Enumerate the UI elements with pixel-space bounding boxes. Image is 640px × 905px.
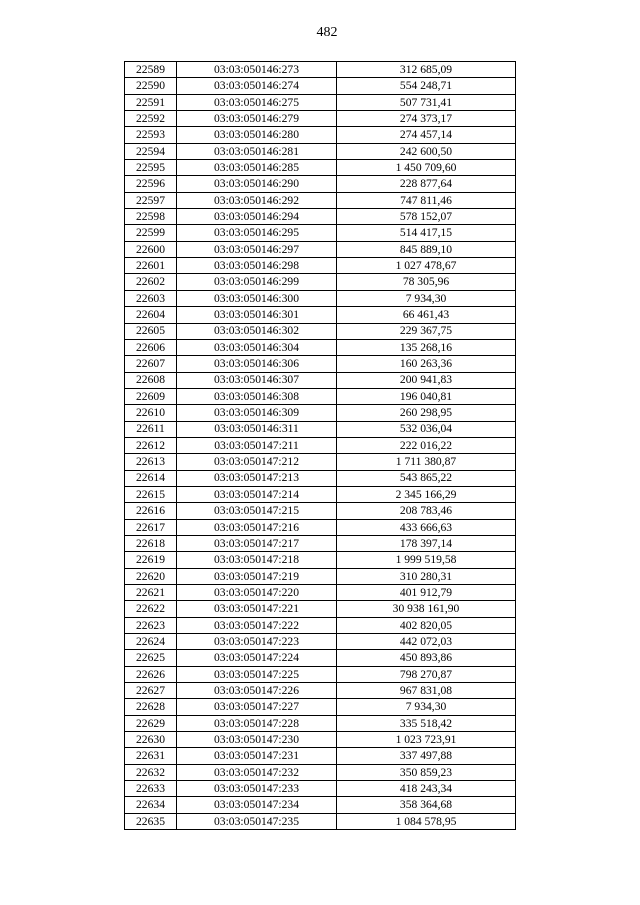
cadastral-number-cell: 03:03:050147:214 [177, 486, 337, 502]
cadastral-number-cell: 03:03:050147:219 [177, 568, 337, 584]
table-row [125, 748, 516, 764]
row-number-cell: 22623 [125, 617, 177, 633]
table-row [125, 732, 516, 748]
table-row [125, 274, 516, 290]
cadastral-value-cell: 274 373,17 [337, 111, 516, 127]
cadastral-value-cell: 78 305,96 [337, 274, 516, 290]
row-number-cell: 22607 [125, 356, 177, 372]
cadastral-value-cell: 229 367,75 [337, 323, 516, 339]
cadastral-number-cell: 03:03:050147:233 [177, 781, 337, 797]
cadastral-value-cell: 160 263,36 [337, 356, 516, 372]
table-row [125, 111, 516, 127]
cadastral-number-cell: 03:03:050146:297 [177, 241, 337, 257]
cadastral-value-cell: 2 345 166,29 [337, 486, 516, 502]
cadastral-number-cell: 03:03:050147:232 [177, 764, 337, 780]
cadastral-number-cell: 03:03:050146:274 [177, 78, 337, 94]
table-row [125, 552, 516, 568]
cadastral-number-cell: 03:03:050146:306 [177, 356, 337, 372]
row-number-cell: 22628 [125, 699, 177, 715]
row-number-cell: 22590 [125, 78, 177, 94]
row-number-cell: 22635 [125, 813, 177, 829]
cadastral-number-cell: 03:03:050146:299 [177, 274, 337, 290]
cadastral-number-cell: 03:03:050146:273 [177, 62, 337, 78]
row-number-cell: 22629 [125, 715, 177, 731]
cadastral-number-cell: 03:03:050147:222 [177, 617, 337, 633]
row-number-cell: 22624 [125, 634, 177, 650]
cadastral-value-cell: 1 023 723,91 [337, 732, 516, 748]
cadastral-number-cell: 03:03:050146:309 [177, 405, 337, 421]
table-row [125, 94, 516, 110]
row-number-cell: 22614 [125, 470, 177, 486]
cadastral-value-cell: 350 859,23 [337, 764, 516, 780]
cadastral-value-cell: 1 999 519,58 [337, 552, 516, 568]
table-row [125, 160, 516, 176]
cadastral-value-cell: 1 084 578,95 [337, 813, 516, 829]
table-row [125, 405, 516, 421]
table-row [125, 356, 516, 372]
cadastral-number-cell: 03:03:050146:301 [177, 307, 337, 323]
cadastral-value-cell: 967 831,08 [337, 683, 516, 699]
table-row [125, 437, 516, 453]
page-number: 482 [316, 25, 338, 40]
cadastral-value-cell: 228 877,64 [337, 176, 516, 192]
table-row [125, 568, 516, 584]
row-number-cell: 22610 [125, 405, 177, 421]
cadastral-number-cell: 03:03:050146:295 [177, 225, 337, 241]
cadastral-number-cell: 03:03:050146:279 [177, 111, 337, 127]
row-number-cell: 22603 [125, 290, 177, 306]
cadastral-value-cell: 7 934,30 [337, 290, 516, 306]
table-row [125, 176, 516, 192]
cadastral-value-cell: 543 865,22 [337, 470, 516, 486]
cadastral-value-cell: 335 518,42 [337, 715, 516, 731]
cadastral-number-cell: 03:03:050147:215 [177, 503, 337, 519]
cadastral-value-cell: 578 152,07 [337, 209, 516, 225]
cadastral-number-cell: 03:03:050146:300 [177, 290, 337, 306]
cadastral-number-cell: 03:03:050146:294 [177, 209, 337, 225]
row-number-cell: 22589 [125, 62, 177, 78]
cadastral-value-cell: 402 820,05 [337, 617, 516, 633]
table-row [125, 715, 516, 731]
cadastral-number-cell: 03:03:050147:212 [177, 454, 337, 470]
cadastral-value-cell: 135 268,16 [337, 339, 516, 355]
row-number-cell: 22630 [125, 732, 177, 748]
cadastral-number-cell: 03:03:050146:275 [177, 94, 337, 110]
row-number-cell: 22613 [125, 454, 177, 470]
row-number-cell: 22627 [125, 683, 177, 699]
row-number-cell: 22596 [125, 176, 177, 192]
table-row [125, 650, 516, 666]
cadastral-value-cell: 337 497,88 [337, 748, 516, 764]
cadastral-number-cell: 03:03:050147:218 [177, 552, 337, 568]
row-number-cell: 22618 [125, 535, 177, 551]
cadastral-number-cell: 03:03:050146:292 [177, 192, 337, 208]
row-number-cell: 22625 [125, 650, 177, 666]
cadastral-value-cell: 532 036,04 [337, 421, 516, 437]
cadastral-value-cell: 310 280,31 [337, 568, 516, 584]
table-body [125, 62, 516, 830]
cadastral-value-cell: 274 457,14 [337, 127, 516, 143]
row-number-cell: 22594 [125, 143, 177, 159]
table-row [125, 470, 516, 486]
cadastral-number-cell: 03:03:050146:308 [177, 388, 337, 404]
table-row [125, 127, 516, 143]
cadastral-value-cell: 507 731,41 [337, 94, 516, 110]
row-number-cell: 22604 [125, 307, 177, 323]
cadastral-number-cell: 03:03:050146:281 [177, 143, 337, 159]
table-row [125, 307, 516, 323]
table-row [125, 290, 516, 306]
cadastral-value-cell: 260 298,95 [337, 405, 516, 421]
cadastral-value-cell: 312 685,09 [337, 62, 516, 78]
cadastral-number-cell: 03:03:050147:226 [177, 683, 337, 699]
table-row [125, 813, 516, 829]
row-number-cell: 22600 [125, 241, 177, 257]
cadastral-number-cell: 03:03:050147:216 [177, 519, 337, 535]
cadastral-number-cell: 03:03:050146:285 [177, 160, 337, 176]
row-number-cell: 22620 [125, 568, 177, 584]
table-row [125, 764, 516, 780]
cadastral-value-cell: 208 783,46 [337, 503, 516, 519]
table-row [125, 666, 516, 682]
table-row [125, 781, 516, 797]
cadastral-number-cell: 03:03:050147:217 [177, 535, 337, 551]
table-row [125, 209, 516, 225]
cadastral-value-cell: 798 270,87 [337, 666, 516, 682]
row-number-cell: 22615 [125, 486, 177, 502]
cadastral-value-cell: 1 711 380,87 [337, 454, 516, 470]
table-row [125, 143, 516, 159]
row-number-cell: 22597 [125, 192, 177, 208]
row-number-cell: 22619 [125, 552, 177, 568]
cadastral-number-cell: 03:03:050147:230 [177, 732, 337, 748]
cadastral-number-cell: 03:03:050147:227 [177, 699, 337, 715]
table-row [125, 519, 516, 535]
table-row [125, 78, 516, 94]
row-number-cell: 22622 [125, 601, 177, 617]
table-row [125, 339, 516, 355]
cadastral-number-cell: 03:03:050146:304 [177, 339, 337, 355]
table-row [125, 683, 516, 699]
cadastral-number-cell: 03:03:050146:307 [177, 372, 337, 388]
table-row [125, 699, 516, 715]
row-number-cell: 22617 [125, 519, 177, 535]
row-number-cell: 22634 [125, 797, 177, 813]
cadastral-value-cell: 66 461,43 [337, 307, 516, 323]
table-row [125, 503, 516, 519]
cadastral-value-cell: 242 600,50 [337, 143, 516, 159]
table-row [125, 62, 516, 78]
cadastral-value-cell: 200 941,83 [337, 372, 516, 388]
table-row [125, 421, 516, 437]
row-number-cell: 22606 [125, 339, 177, 355]
row-number-cell: 22598 [125, 209, 177, 225]
cadastral-value-cell: 514 417,15 [337, 225, 516, 241]
table-row [125, 634, 516, 650]
cadastral-value-cell: 418 243,34 [337, 781, 516, 797]
cadastral-value-cell: 196 040,81 [337, 388, 516, 404]
table-row [125, 388, 516, 404]
table-row [125, 601, 516, 617]
cadastral-number-cell: 03:03:050147:228 [177, 715, 337, 731]
cadastral-value-cell: 747 811,46 [337, 192, 516, 208]
cadastral-number-cell: 03:03:050146:302 [177, 323, 337, 339]
table-row [125, 323, 516, 339]
cadastral-number-cell: 03:03:050147:224 [177, 650, 337, 666]
cadastral-value-cell: 442 072,03 [337, 634, 516, 650]
table-row [125, 258, 516, 274]
table-row [125, 535, 516, 551]
row-number-cell: 22611 [125, 421, 177, 437]
row-number-cell: 22599 [125, 225, 177, 241]
cadastral-number-cell: 03:03:050147:220 [177, 585, 337, 601]
cadastral-number-cell: 03:03:050147:231 [177, 748, 337, 764]
row-number-cell: 22608 [125, 372, 177, 388]
cadastral-number-cell: 03:03:050147:213 [177, 470, 337, 486]
row-number-cell: 22602 [125, 274, 177, 290]
cadastral-number-cell: 03:03:050147:235 [177, 813, 337, 829]
cadastral-number-cell: 03:03:050147:225 [177, 666, 337, 682]
table-row [125, 372, 516, 388]
cadastral-number-cell: 03:03:050146:298 [177, 258, 337, 274]
cadastral-value-cell: 7 934,30 [337, 699, 516, 715]
cadastral-number-cell: 03:03:050147:223 [177, 634, 337, 650]
cadastral-value-cell: 30 938 161,90 [337, 601, 516, 617]
cadastral-value-cell: 1 450 709,60 [337, 160, 516, 176]
table-row [125, 192, 516, 208]
table-row [125, 617, 516, 633]
row-number-cell: 22593 [125, 127, 177, 143]
table-row [125, 454, 516, 470]
row-number-cell: 22591 [125, 94, 177, 110]
row-number-cell: 22612 [125, 437, 177, 453]
row-number-cell: 22609 [125, 388, 177, 404]
cadastral-value-cell: 178 397,14 [337, 535, 516, 551]
row-number-cell: 22631 [125, 748, 177, 764]
cadastral-number-cell: 03:03:050146:290 [177, 176, 337, 192]
row-number-cell: 22632 [125, 764, 177, 780]
row-number-cell: 22621 [125, 585, 177, 601]
cadastral-value-cell: 450 893,86 [337, 650, 516, 666]
row-number-cell: 22633 [125, 781, 177, 797]
row-number-cell: 22601 [125, 258, 177, 274]
cadastral-number-cell: 03:03:050147:234 [177, 797, 337, 813]
cadastral-value-cell: 554 248,71 [337, 78, 516, 94]
cadastral-value-cell: 433 666,63 [337, 519, 516, 535]
table-row [125, 797, 516, 813]
table-row [125, 486, 516, 502]
row-number-cell: 22626 [125, 666, 177, 682]
cadastral-number-cell: 03:03:050147:221 [177, 601, 337, 617]
cadastral-number-cell: 03:03:050146:311 [177, 421, 337, 437]
row-number-cell: 22592 [125, 111, 177, 127]
row-number-cell: 22595 [125, 160, 177, 176]
cadastral-value-cell: 358 364,68 [337, 797, 516, 813]
row-number-cell: 22616 [125, 503, 177, 519]
table-row [125, 225, 516, 241]
cadastral-value-cell: 401 912,79 [337, 585, 516, 601]
cadastral-value-cell: 222 016,22 [337, 437, 516, 453]
cadastral-value-cell: 1 027 478,67 [337, 258, 516, 274]
cadastral-number-cell: 03:03:050147:211 [177, 437, 337, 453]
table-row [125, 241, 516, 257]
table-row [125, 585, 516, 601]
cadastral-number-cell: 03:03:050146:280 [177, 127, 337, 143]
cadastral-value-table [124, 61, 516, 830]
row-number-cell: 22605 [125, 323, 177, 339]
cadastral-value-cell: 845 889,10 [337, 241, 516, 257]
